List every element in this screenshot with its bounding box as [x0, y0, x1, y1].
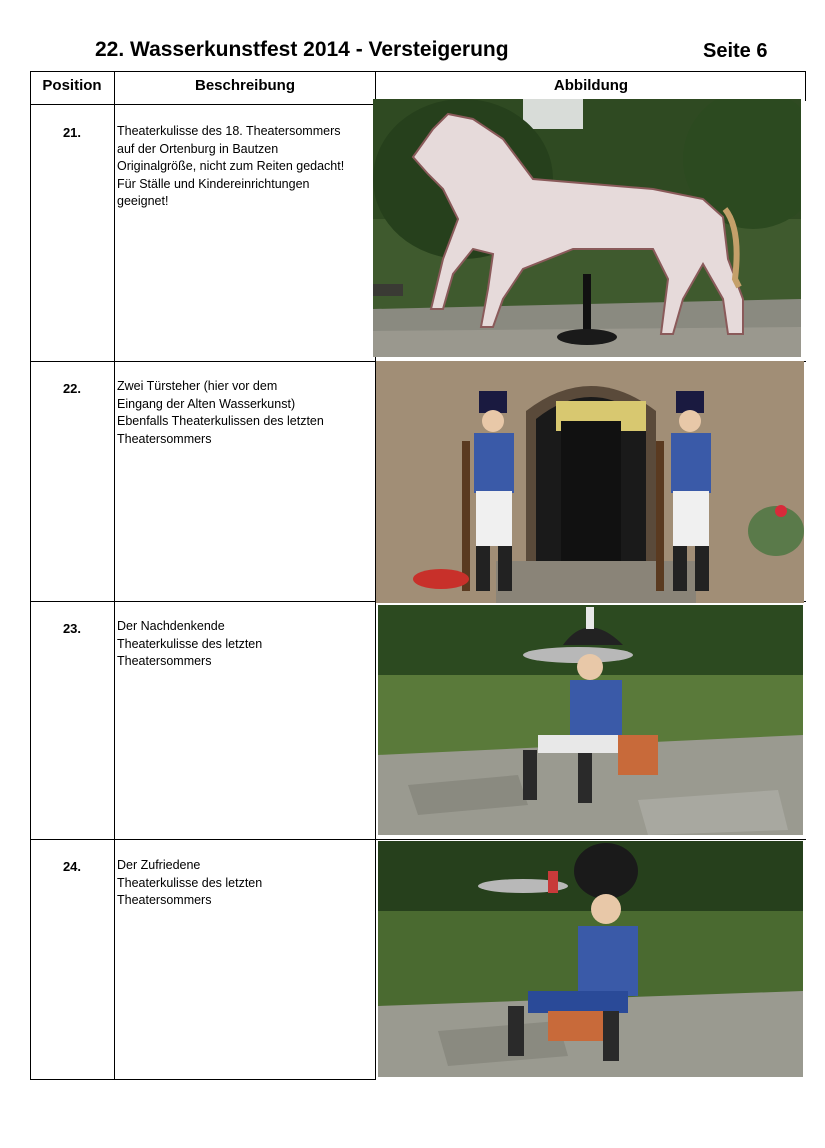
- description-line: Der Zufriedene: [117, 858, 201, 872]
- table-border-bottom: [30, 1079, 375, 1080]
- position-number: 21.: [62, 125, 82, 140]
- description-line: Eingang der Alten Wasserkunst): [117, 396, 296, 411]
- description-line: Theaterkulisse des letzten: [117, 636, 263, 651]
- table-border-top: [30, 71, 806, 72]
- item-description: [117, 857, 369, 910]
- page-title: 22. Wasserkunstfest 2014 - Versteigerung: [95, 38, 509, 61]
- item-description: [117, 123, 369, 211]
- description-line: Theaterkulisse des letzten: [117, 875, 263, 890]
- position-number: 22.: [62, 381, 82, 396]
- page-number: Seite 6: [703, 40, 768, 62]
- description-line: auf der Ortenburg in Bautzen: [117, 141, 279, 156]
- description-line: geeignet!: [117, 194, 169, 208]
- two-soldier-guards-photo: [376, 361, 804, 603]
- seated-grenadier-photo: [378, 841, 803, 1077]
- description-line: Originalgröße, nicht zum Reiten gedacht!: [117, 159, 345, 173]
- auction-table: [30, 71, 806, 1080]
- column-header-abbildung: Abbildung: [553, 77, 629, 94]
- table-border-left: [30, 71, 31, 1080]
- description-line: Für Ställe und Kindereinrichtungen: [117, 176, 310, 191]
- description-line: Theatersommers: [117, 654, 212, 668]
- horse-cutout-photo: [373, 99, 801, 357]
- position-number: 23.: [62, 621, 82, 636]
- item-description: [117, 378, 369, 448]
- description-line: Ebenfalls Theaterkulissen des letzten: [117, 414, 324, 428]
- description-line: Theatersommers: [117, 893, 212, 907]
- seated-officer-photo: [378, 605, 803, 835]
- column-header-beschreibung: Beschreibung: [194, 77, 296, 94]
- description-line: Theaterkulisse des 18. Theatersommers: [117, 124, 341, 138]
- item-description: [117, 618, 369, 671]
- description-line: Theatersommers: [117, 431, 212, 446]
- column-divider: [114, 71, 115, 1080]
- header-divider: [30, 104, 375, 105]
- description-line: Zwei Türsteher (hier vor dem: [117, 379, 278, 393]
- position-number: 24.: [62, 859, 82, 874]
- description-line: Der Nachdenkende: [117, 619, 225, 633]
- column-header-position: Position: [42, 77, 102, 94]
- row-divider: [30, 839, 806, 840]
